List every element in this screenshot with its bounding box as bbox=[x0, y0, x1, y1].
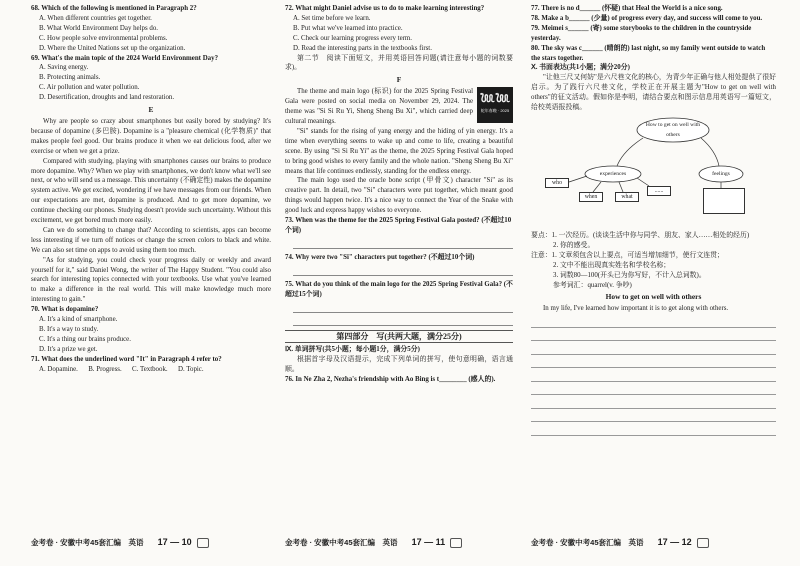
writing-line[interactable] bbox=[531, 328, 776, 342]
q71-options bbox=[31, 365, 271, 375]
q71-option-c[interactable]: C. Textbook. bbox=[132, 365, 168, 373]
footer-title: 金考卷 · 安徽中考45套汇编 英语 bbox=[285, 538, 398, 547]
question-74: 74. Why were two "Si" characters put together? (不超过10个词) bbox=[285, 253, 475, 261]
q70-option-b[interactable]: B. It's a way to study. bbox=[39, 326, 99, 333]
section-9-instructions: 根据首字母及汉语提示，完成下列单词的拼写，使句意明确，语言通顺。 bbox=[285, 356, 513, 374]
part-4-heading: 第四部分 写(共两大题，满分25分) bbox=[285, 330, 513, 344]
note-2: 2. 文中不能出现真实姓名和学校名称； bbox=[553, 261, 671, 269]
si-si-logo-icon: 𓆙𓆙 bbox=[479, 93, 511, 108]
answer-line-74[interactable] bbox=[293, 263, 513, 276]
q72-option-b[interactable]: B. Put what we've learned into practice. bbox=[293, 24, 403, 32]
q72-option-a[interactable]: A. Set time before we learn. bbox=[293, 14, 371, 22]
q71-option-a[interactable]: A. Dopamine. bbox=[39, 365, 78, 373]
q70-option-c[interactable]: C. It's a thing our brains produce. bbox=[39, 335, 131, 343]
essay-title: How to get on well with others bbox=[605, 292, 702, 302]
question-72: 72. What might Daniel advise us to do to make learning interesting? bbox=[285, 5, 485, 12]
footer-left bbox=[31, 537, 209, 548]
notes-label: 注意： bbox=[531, 251, 552, 259]
passage-f-paragraph: The main logo used the oracle bone script (甲骨文) character "Si" as its creative part. In detail, two "Si" characters were put together, which meant good things would happen twice. It's a nice way to connect the Year of the Snake with good luck and express happy wishes to everyone. bbox=[285, 177, 513, 215]
writing-line[interactable] bbox=[531, 314, 776, 328]
q69-option-c[interactable]: C. Air pollution and water pollution. bbox=[39, 84, 140, 92]
q68-option-a[interactable]: A. When different countries get together. bbox=[39, 14, 152, 22]
essay-writing-area[interactable] bbox=[531, 314, 776, 436]
writing-line[interactable] bbox=[531, 355, 776, 369]
writing-line[interactable] bbox=[531, 341, 776, 355]
publisher-logo-icon bbox=[197, 538, 209, 548]
gala-logo-image bbox=[477, 87, 513, 123]
writing-line[interactable] bbox=[531, 368, 776, 382]
q72-option-c[interactable]: C. Check our learning progress every term. bbox=[293, 34, 413, 42]
answer-line-75[interactable] bbox=[293, 300, 513, 313]
passage-e-paragraph: Compared with studying, playing with smartphones causes our brains to produce more dopamine. Why? When we play with smartphones, we don't know what we'll see next, or who will send us a message. This uncertainty (不确定性) makes the dopamine system active. We get excited, wondering if we have messages from our friends. When our expectations are met, dopamine is produced. And to get more dopamine, we continue checking our phones. Studying doesn't provide such uncertainty. Without this excitement, we get bored much more easily. bbox=[31, 157, 271, 225]
q69-option-d[interactable]: D. Desertification, droughts and land restoration. bbox=[39, 94, 175, 102]
q71-option-d[interactable]: D. Topic. bbox=[177, 365, 204, 373]
passage-f-letter: F bbox=[396, 75, 402, 85]
mind-map-feelings: feelings bbox=[712, 170, 730, 177]
notes-block bbox=[531, 251, 776, 261]
q69-option-a[interactable]: A. Saving energy. bbox=[39, 64, 89, 72]
q68-option-d[interactable]: D. Where the United Nations set up the organization. bbox=[39, 44, 186, 52]
writing-line[interactable] bbox=[531, 382, 776, 396]
passage-e-paragraph: Can we do something to change that? According to scientists, apps can become less interesting if we turn off notices or change the screen colors to black and white. We can also set time on apps to avoid using them too much. bbox=[31, 226, 271, 254]
passage-e-paragraph: "As for studying, you could check your progress daily or weekly and award yourself for it," said Daniel Wong, the writer of The Happy Student. "You could also search for interesting topics connected with your textbooks. Use what you've learned to make a difference in the real world. This will make knowledge much more interesting to gain." bbox=[31, 256, 271, 304]
footer-right bbox=[531, 537, 709, 548]
answer-line-73[interactable] bbox=[293, 236, 513, 249]
writing-line[interactable] bbox=[531, 395, 776, 409]
question-69: 69. What's the main topic of the 2024 World Environment Day? bbox=[31, 54, 219, 62]
writing-line[interactable] bbox=[531, 409, 776, 423]
passage-f-paragraph: The theme and main logo (标识) for the 2025 Spring Festival Gala were posted on social media on November 29, 2024. The theme was "Si Si Ru Yi, Sheng Sheng Bu Xi", which carried deep cultural meanings. bbox=[285, 88, 473, 125]
gala-logo-caption: 蛇年春晚 · 2025 bbox=[480, 108, 510, 114]
note-1: 1. 文章须包含以上要点，可适当增加细节，使行文连贯； bbox=[551, 251, 724, 259]
q72-option-d[interactable]: D. Read the interesting parts in the textbooks first. bbox=[293, 44, 432, 52]
section-10-heading: Ⅹ. 书面表达(共1小题；满分20分) bbox=[531, 64, 630, 72]
points-block bbox=[531, 231, 776, 241]
question-71: 71. What does the underlined word "It" in Paragraph 4 refer to? bbox=[31, 355, 222, 363]
publisher-logo-icon bbox=[697, 538, 709, 548]
section-2-instructions: 第二节 阅读下面短文，并用英语回答问题(请注意每小题的词数要求)。 bbox=[285, 54, 513, 72]
footer-title: 金考卷 · 安徽中考45套汇编 英语 bbox=[31, 538, 144, 547]
column-right bbox=[531, 4, 776, 436]
essay-opening: In my life, I've learned how important it is to get along with others. bbox=[543, 305, 729, 313]
page-number: 17 — 12 bbox=[657, 537, 692, 547]
q70-option-d[interactable]: D. It's a prize we get. bbox=[39, 345, 98, 353]
footer-title: 金考卷 · 安徽中考45套汇编 英语 bbox=[531, 538, 644, 547]
mind-map-more: ...... bbox=[647, 186, 671, 196]
question-80[interactable]: 80. The sky was c______ (晴朗的) last night, so my family went outside to watch the stars together. bbox=[531, 44, 766, 62]
question-76[interactable]: 76. In Ne Zha 2, Nezha's friendship with Ao Bing is t________ (感人的). bbox=[285, 376, 496, 384]
question-73: 73. When was the theme for the 2025 Spring Festival Gala posted? (不超过10个词) bbox=[285, 217, 512, 234]
q70-option-a[interactable]: A. It's a kind of smartphone. bbox=[39, 316, 118, 324]
q68-option-b[interactable]: B. What World Environment Day helps do. bbox=[39, 24, 158, 32]
points-label: 要点： bbox=[531, 231, 552, 239]
writing-line[interactable] bbox=[531, 422, 776, 436]
mind-map-who: who bbox=[545, 178, 569, 188]
publisher-logo-icon bbox=[450, 538, 462, 548]
passage-e-letter: E bbox=[148, 105, 154, 115]
point-2: 2. 你的感受。 bbox=[553, 241, 595, 249]
mind-map-feelings-box bbox=[703, 188, 745, 214]
column-middle bbox=[285, 4, 513, 385]
question-68: 68. Which of the following is mentioned in Paragraph 2? bbox=[31, 5, 197, 12]
q69-option-b[interactable]: B. Protecting animals. bbox=[39, 74, 101, 82]
note-3: 3. 词数80—100(开头已为你写好，不计入总词数)。 bbox=[553, 271, 706, 279]
point-1: 1. 一次经历。(谈谈生活中你与同学、朋友、家人……相处的经历) bbox=[551, 231, 750, 239]
question-78[interactable]: 78. Make a b______ (少量) of progress every day, and success will come to you. bbox=[531, 14, 763, 22]
column-left bbox=[31, 4, 271, 375]
section-9-heading: Ⅸ. 单词拼写(共5小题；每小题1分，满分5分) bbox=[285, 346, 420, 354]
question-79[interactable]: 79. Meimei s______ (寄) some storybooks to the children in the countryside yesterday. bbox=[531, 24, 752, 42]
mind-map-when: when bbox=[579, 192, 603, 202]
passage-f-paragraph: "Si" stands for the rising of yang energy and the hiding of yin energy. It's a time when everything seems to wake up and come to life, creating a beautiful scene. By using "Si Si Ru Yi" as the theme, the 2025 Spring Festival Gala hoped to bring good wishes to every family and the whole nation. "Sheng Sheng Bu Xi" means that life continues endlessly, standing for the endless energy. bbox=[285, 127, 513, 175]
q68-option-c[interactable]: C. How people solve environmental problems. bbox=[39, 34, 168, 42]
mind-map-what: what bbox=[615, 192, 639, 202]
section-10-prompt: "让他三尺又何妨"是六尺巷文化的核心，为青少年正确与他人相处提供了很好启示。为了践行六尺巷文化，学校正在开展主题为"How to get on well with others"的征文活动。假如你是李明，请结合要点和图示信息用英语写一篇短文，给校英语报投稿。 bbox=[531, 74, 777, 112]
answer-line-75b[interactable] bbox=[293, 313, 513, 326]
question-75: 75. What do you think of the main logo for the 2025 Spring Festival Gala? (不超过15个词) bbox=[285, 280, 513, 298]
question-70: 70. What is dopamine? bbox=[31, 306, 99, 314]
question-77[interactable]: 77. There is no d______ (怀疑) that Heal the World is a nice song. bbox=[531, 5, 723, 12]
page-number: 17 — 10 bbox=[157, 537, 192, 547]
footer-middle bbox=[285, 537, 462, 548]
page-number: 17 — 11 bbox=[411, 537, 446, 547]
reference-vocab: 参考词汇：quarrel(v. 争吵) bbox=[553, 281, 632, 289]
mind-map-center: How to get on well with others bbox=[645, 121, 701, 138]
passage-e-paragraph: Why are people so crazy about smartphones but easily bored by studying? It's because of dopamine (多巴胺). Dopamine is a "pleasure chemical (化学物质)" that makes people feel good. Our brains produce it when we eat delicious food, after we exercise or when we get a prize. bbox=[31, 117, 271, 155]
mind-map-experiences: experiences bbox=[599, 170, 627, 177]
q71-option-b[interactable]: B. Progress. bbox=[88, 365, 122, 373]
mind-map-diagram bbox=[531, 116, 776, 228]
